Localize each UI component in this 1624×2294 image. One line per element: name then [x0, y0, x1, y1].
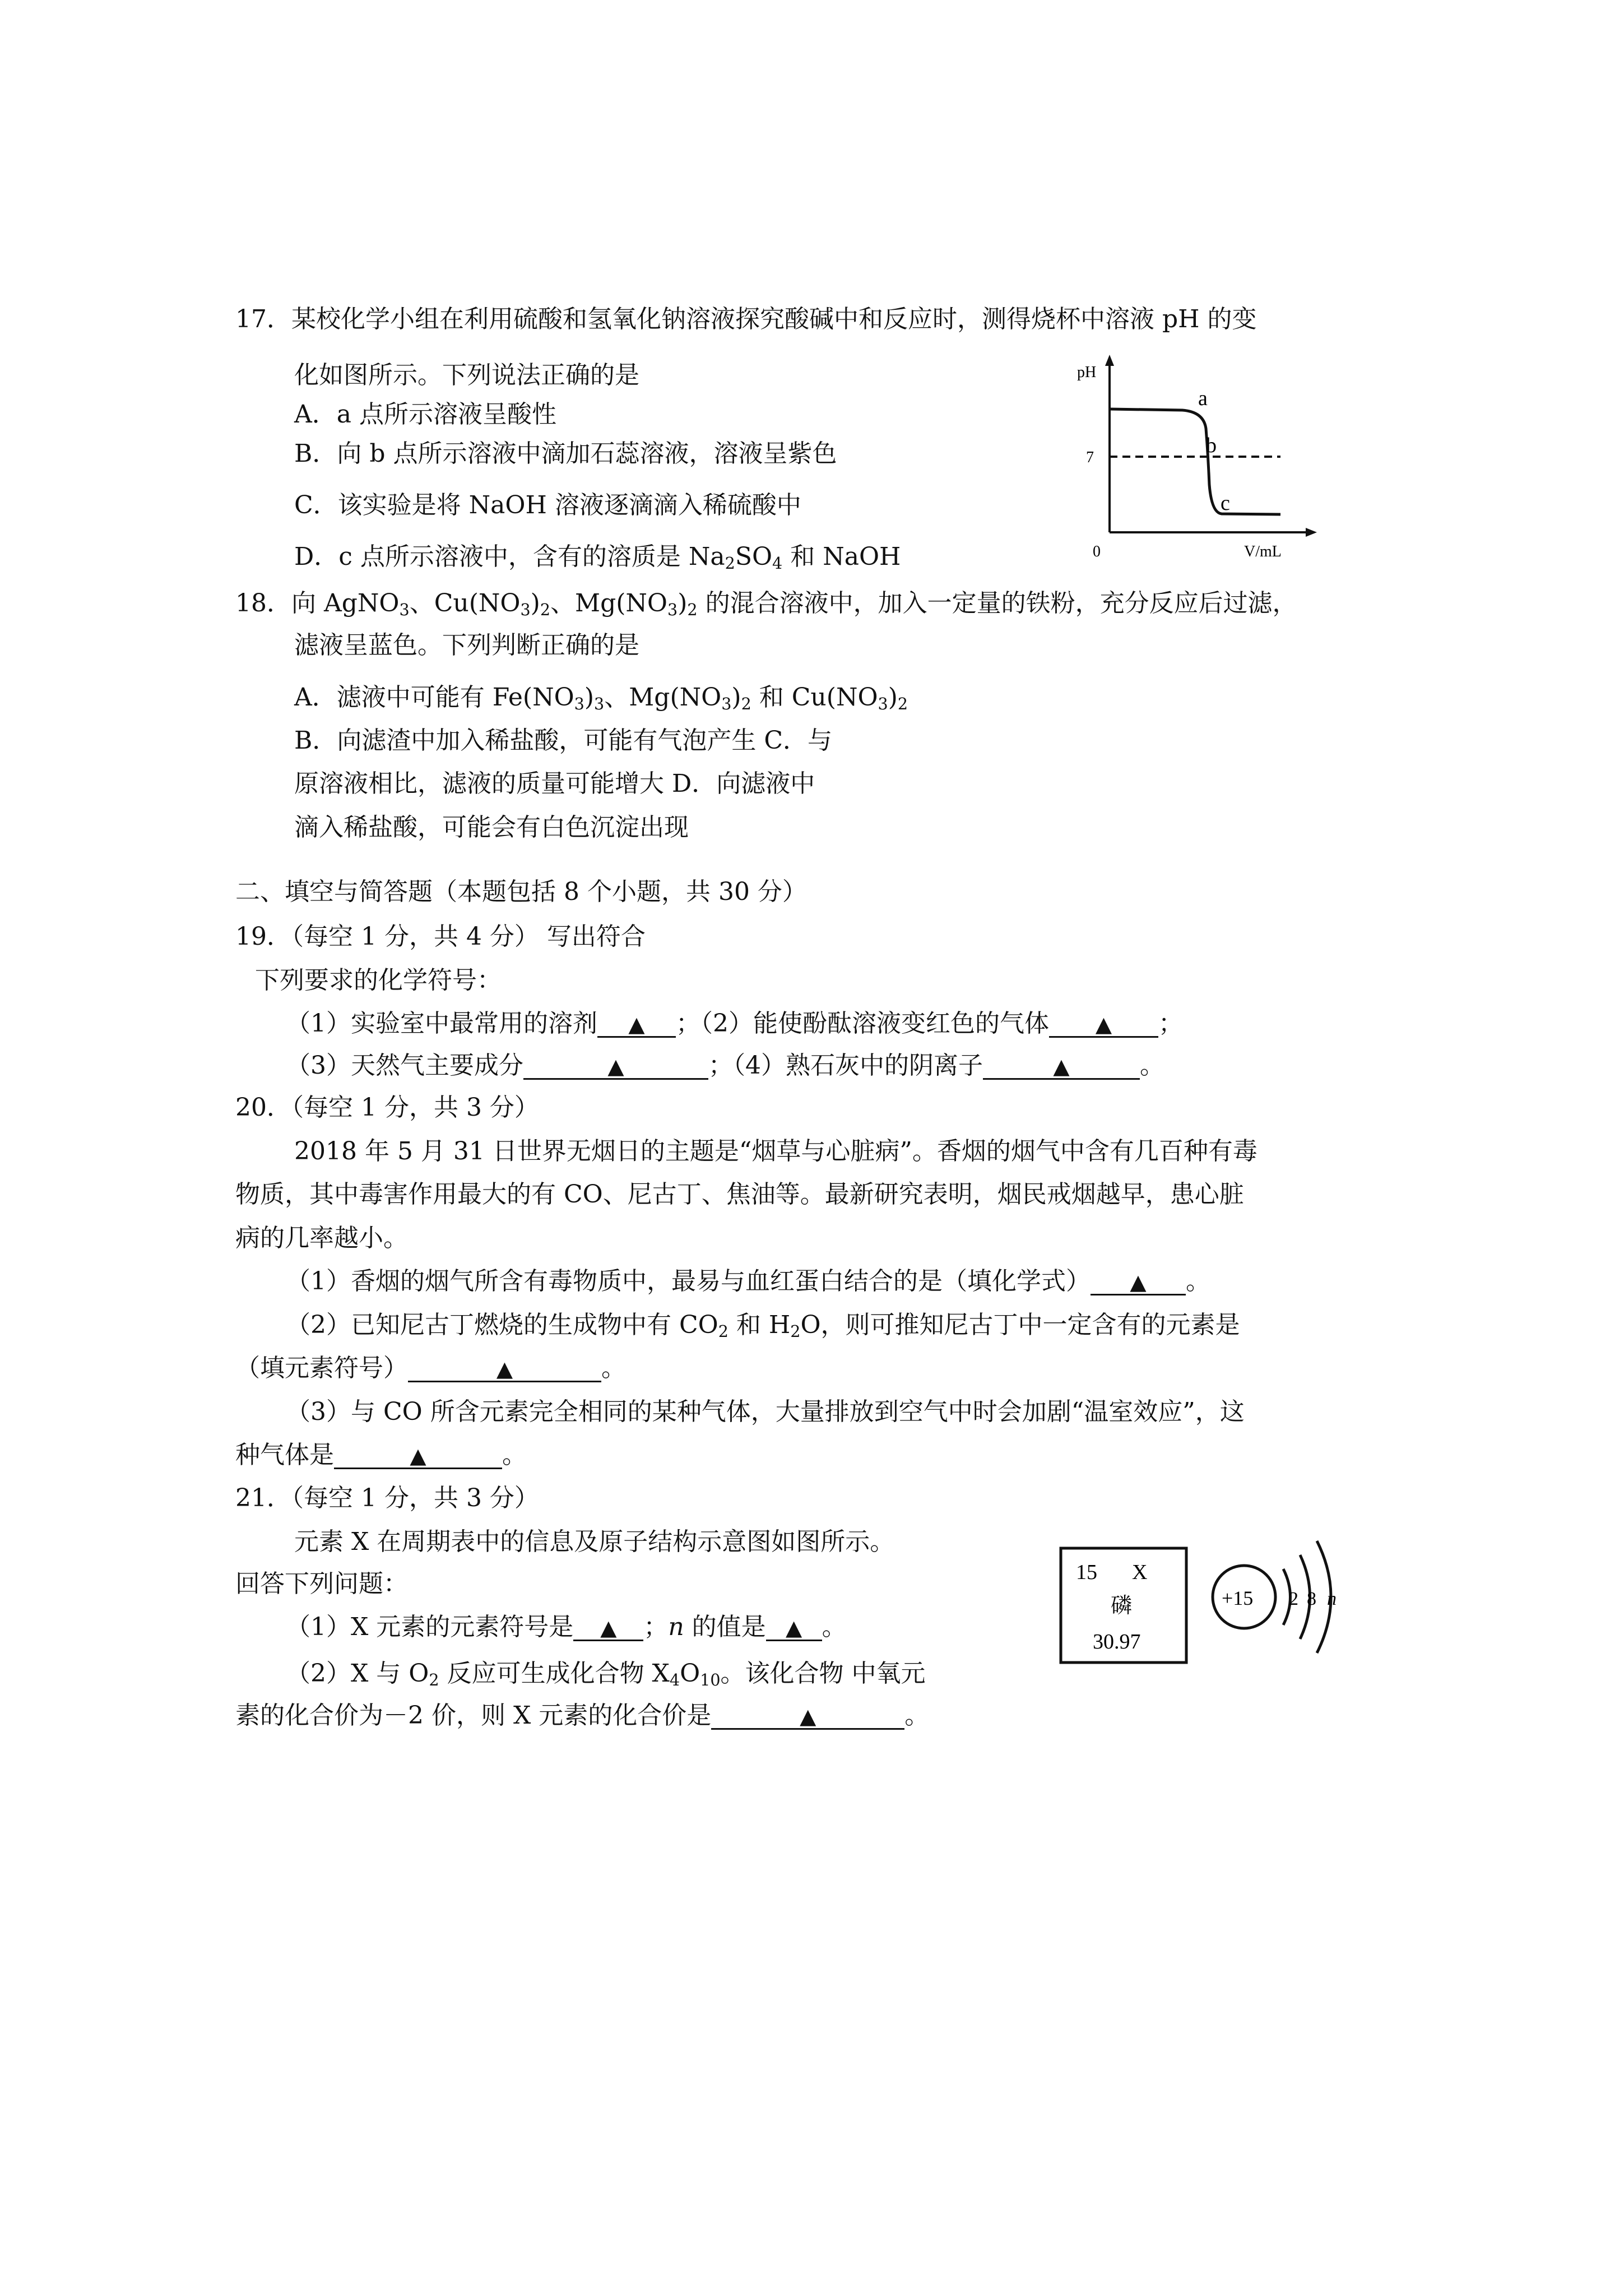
shell-2-count: 8 — [1307, 1589, 1316, 1609]
q18-option-d: 滴入稀盐酸，可能会有白色沉淀出现 — [294, 813, 689, 842]
q21-blank-1[interactable]: ▲ — [573, 1615, 643, 1641]
q17-stem-line1: 17．某校化学小组在利用硫酸和氢氧化钠溶液探究酸碱中和反应时，测得烧杯中溶液 pH 的变 — [235, 305, 1257, 333]
shell-1-count: 2 — [1289, 1589, 1298, 1609]
section2-heading: 二、填空与简答题（本题包括 8 个小题，共 30 分） — [235, 877, 807, 906]
x-axis-label: V/mL — [1244, 543, 1282, 560]
q20-blank-3[interactable]: ▲ — [334, 1443, 502, 1469]
q19-blank-3[interactable]: ▲ — [523, 1053, 708, 1080]
seven-tick-label: 7 — [1086, 449, 1094, 466]
point-c-label: c — [1221, 491, 1230, 515]
q20-sub2: （2）已知尼古丁燃烧的生成物中有 $CO_2$ 和 $H_2O$，则可推知尼古丁中一定含有的元素是 — [286, 1311, 1240, 1341]
q21-sub2: （2）X 与 $O_2$ 反应可生成化合物 $X_4O_{10}$。该化合物 中氧元 — [286, 1659, 926, 1690]
x-axis-arrow — [1306, 528, 1317, 537]
q17-option-a: A．a 点所示溶液呈酸性 — [294, 400, 556, 429]
atomic-number: 15 — [1076, 1561, 1097, 1584]
element-name: 磷 — [1111, 1594, 1133, 1618]
q17-option-d: D．c 点所示溶液中，含有的溶质是 $Na_2SO_4$ 和 NaOH — [294, 542, 901, 573]
q19-blanks-row1: （1）实验室中最常用的溶剂 ▲ ；（2）能使酚酞溶液变红色的气体 ▲ ； — [286, 1009, 1183, 1038]
atom-structure-diagram — [1205, 1535, 1362, 1664]
q17-option-b: B．向 b 点所示溶液中滴加石蕊溶液，溶液呈紫色 — [294, 439, 837, 468]
element-symbol: X — [1132, 1561, 1148, 1584]
q19-stem-line2: 下列要求的化学符号： — [255, 966, 502, 995]
q21-blank-3[interactable]: ▲ — [711, 1703, 904, 1730]
y-axis-arrow — [1105, 355, 1114, 366]
q19-blank-2[interactable]: ▲ — [1049, 1011, 1158, 1038]
q20-passage-line1: 2018 年 5 月 31 日世界无烟日的主题是“烟草与心脏病”。香烟的烟气中含有几百种有毒 — [294, 1137, 1258, 1165]
q19-blanks-row2: （3）天然气主要成分 ▲ ；（4）熟石灰中的阴离子 ▲ 。 — [286, 1051, 1164, 1080]
q17-stem-line2: 化如图所示。下列说法正确的是 — [294, 361, 639, 389]
q20-sub1: （1）香烟的烟气所含有毒物质中，最易与血红蛋白结合的是（填化学式） ▲ 。 — [286, 1267, 1210, 1295]
q20-sub3-cont: 种气体是 ▲ 。 — [235, 1441, 527, 1469]
q19-blank-4[interactable]: ▲ — [983, 1053, 1140, 1080]
q18-option-b: B．向滤渣中加入稀盐酸，可能有气泡产生 C．与 — [294, 726, 832, 755]
atomic-mass: 30.97 — [1093, 1630, 1141, 1654]
q20-stem-line1: 20．（每空 1 分，共 3 分） — [235, 1093, 539, 1122]
q20-passage-line2: 物质，其中毒害作用最大的有 CO、尼古丁、焦油等。最新研究表明，烟民戒烟越早，患心脏 — [235, 1180, 1244, 1209]
ph-curve — [1110, 409, 1280, 514]
q18-stem-line1: 18．向 AgNO$_3$、$Cu(NO_3)_2$、$Mg(NO_3)_2$ 的混合溶液中，加入一定量的铁粉，充分反应后过滤， — [235, 589, 1297, 620]
ph-chart — [1054, 350, 1323, 563]
q20-sub3: （3）与 CO 所含元素完全相同的某种气体，大量排放到空气中时会加剧“温室效应”，这 — [286, 1397, 1245, 1426]
origin-label: 0 — [1093, 543, 1101, 560]
q20-sub2-cont: （填元素符号） ▲ 。 — [235, 1354, 626, 1382]
shell-3-count: n — [1327, 1589, 1337, 1609]
q18-option-a: A．滤液中可能有 $Fe(NO_3)_3$、$Mg(NO_3)_2$ 和 $Cu(NO_3)_2$ — [294, 683, 908, 714]
q21-intro: 元素 X 在周期表中的信息及原子结构示意图如图所示。 — [294, 1527, 895, 1556]
q21-blank-2[interactable]: ▲ — [766, 1615, 822, 1641]
point-a-label: a — [1198, 387, 1208, 410]
q20-blank-1[interactable]: ▲ — [1091, 1269, 1186, 1295]
y-axis-label: pH — [1077, 364, 1097, 381]
element-card — [1059, 1547, 1188, 1664]
q19-blank-1[interactable]: ▲ — [597, 1011, 676, 1038]
q21-intro2: 回答下列问题： — [235, 1569, 408, 1598]
q21-stem-line1: 21．（每空 1 分，共 3 分） — [235, 1484, 539, 1512]
q21-sub2-cont: 素的化合价为－2 价，则 X 元素的化合价是 ▲ 。 — [235, 1701, 930, 1730]
nucleus-charge: +15 — [1222, 1587, 1254, 1609]
q18-stem-line2: 滤液呈蓝色。下列判断正确的是 — [294, 631, 639, 660]
q20-passage-line3: 病的几率越小。 — [235, 1224, 408, 1252]
q18-option-c: 原溶液相比，滤液的质量可能增大 D．向滤液中 — [294, 769, 815, 798]
point-b-label: b — [1206, 434, 1217, 457]
q17-option-c: C．该实验是将 NaOH 溶液逐滴滴入稀硫酸中 — [294, 491, 801, 519]
q21-sub1: （1）X 元素的元素符号是 ▲ ；n 的值是 ▲ 。 — [286, 1613, 847, 1641]
q19-stem-line1: 19．（每空 1 分，共 4 分） 写出符合 — [235, 922, 646, 951]
q20-blank-2[interactable]: ▲ — [408, 1356, 601, 1382]
